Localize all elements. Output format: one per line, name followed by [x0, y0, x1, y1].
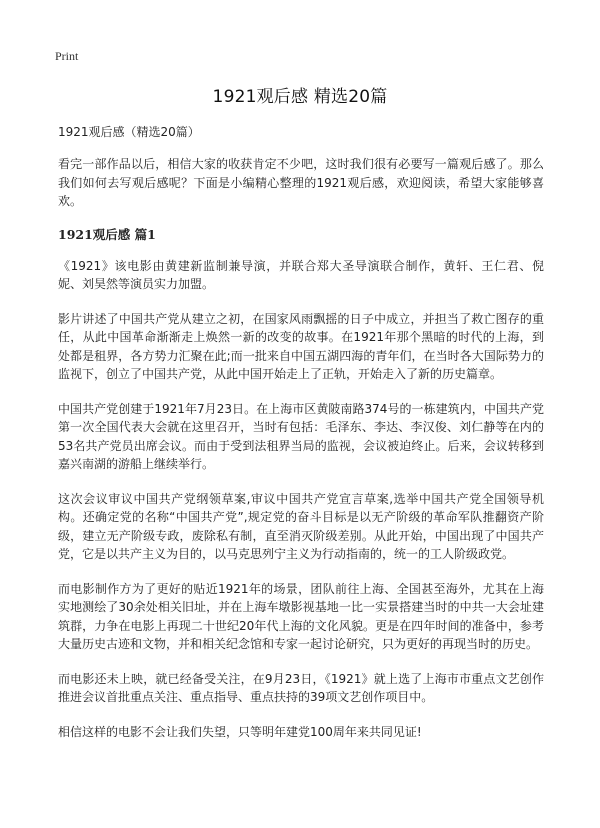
article-paragraph: 而电影制作方为了更好的贴近1921年的场景，团队前往上海、全国甚至海外，尤其在上海实地测绘了30余处相关旧址，并在上海车墩影视基地一比一实景搭建当时的中共一大会址建筑群，力争在电影上再现二十世纪20年代上海的文化风貌。更是在四年时间的准备中，参考大量历史古迹和文物，并和相关纪念馆和专家一起讨论研究，只为更好的再现当时的历史。: [58, 581, 544, 651]
article-body: [58, 124, 544, 757]
article-paragraph: 影片讲述了中国共产党从建立之初，在国家风雨飘摇的日子中成立，并担当了救亡图存的重任，从此中国革命渐渐走上焕然一新的改变的故事。在1921年那个黑暗的时代的上海，到处都是租界，各方势力汇聚在此;而一批来自中国五湖四海的青年们，在当时各大国际势力的监视下，创立了中国共产党，从此中国开始走上了正轨，开始走入了新的历史篇章。: [58, 311, 544, 381]
article-paragraph: 这次会议审议中国共产党纲领草案,审议中国共产党宣言草案,选举中国共产党全国领导机构。还确定党的名称“中国共产党”,规定党的奋斗目标是以无产阶级的革命军队推翻资产阶级，建立无产阶级专政，废除私有制，直至消灭阶级差别。从此开始，中国出现了中国共产党，它是以共产主义为目的，以马克思列宁主义为行动指南的，统一的工人阶级政党。: [58, 491, 544, 561]
article-paragraph: 而电影还未上映，就已经备受关注，在9月23日，《1921》就上选了上海市市重点文艺创作推进会议首批重点关注、重点指导、重点扶持的39项文艺创作项目中。: [58, 671, 544, 704]
print-link[interactable]: Print: [55, 49, 79, 63]
section-heading: 1921观后感 篇1: [58, 226, 156, 242]
page-title: 1921观后感 精选20篇: [212, 87, 388, 107]
article-paragraph: 相信这样的电影不会让我们失望，只等明年建党100周年来共同见证!: [58, 724, 422, 739]
article-paragraph: 中国共产党创建于1921年7月23日。在上海市区黄陂南路374号的一栋建筑内，中国共产党第一次全国代表大会就在这里召开，当时有包括：毛泽东、李达、李汉俊、刘仁静等在内的53名共产党员出席会议。而由于受到法租界当局的监视，会议被迫终止。后来，会议转移到嘉兴南湖的游船上继续举行。: [58, 401, 544, 471]
article-paragraph: 《1921》该电影由黄建新监制兼导演，并联合郑大圣导演联合制作，黄轩、王仁君、倪妮、刘昊然等演员实力加盟。: [58, 258, 544, 291]
intro-paragraph: 看完一部作品以后，相信大家的收获肯定不少吧，这时我们很有必要写一篇观后感了。那么我们如何去写观后感呢？下面是小编精心整理的1921观后感，欢迎阅读，希望大家能够喜欢。: [58, 157, 544, 208]
article-subtitle: 1921观后感（精选20篇）: [58, 125, 200, 139]
